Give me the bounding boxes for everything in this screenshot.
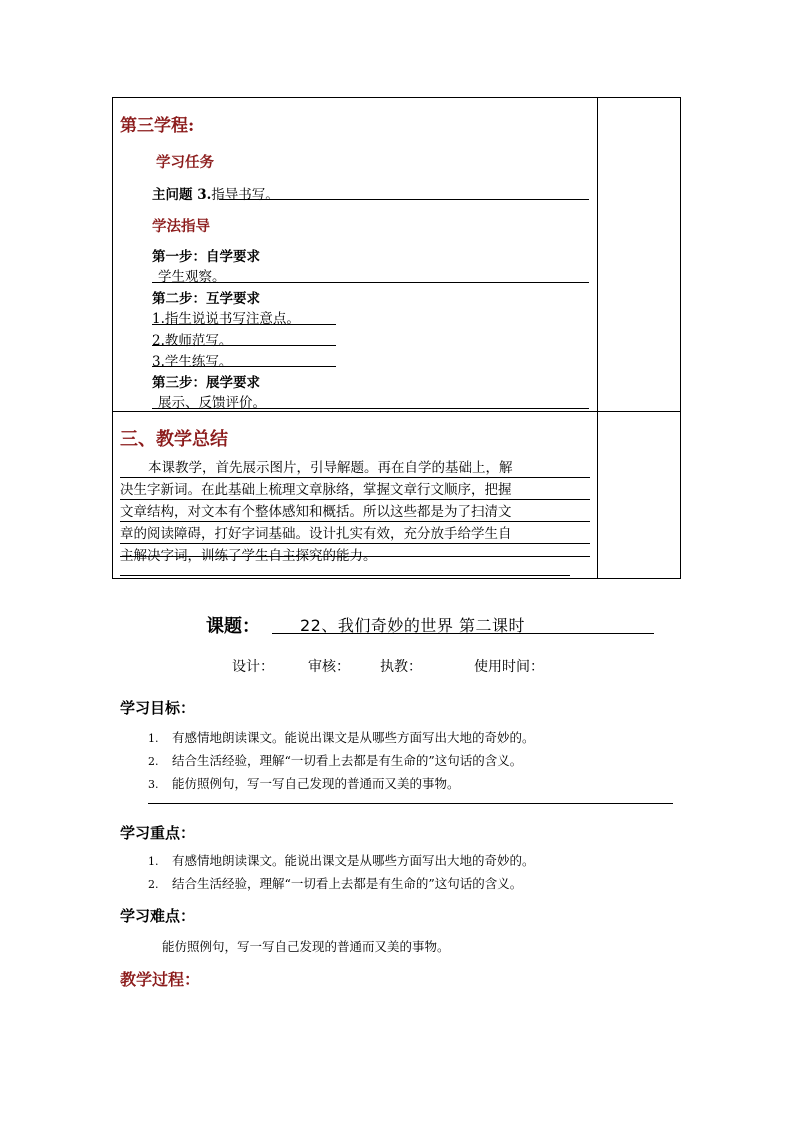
goals-heading: 学习目标： [120,699,196,717]
difficulty-heading: 学习难点： [120,907,196,925]
task-heading: 学习任务 [156,154,214,171]
summary-line-2: 决生字新词。在此基础上梳理文章脉络，掌握文章行文顺序，把握 [120,482,512,498]
underline [120,477,590,478]
list-item: 3. 能仿照例句，写一写自己发现的普通而又美的事物。 [148,776,460,791]
underline [152,282,589,283]
step2-item-2: 2.教师范写。 [152,333,233,349]
topic-underline [272,633,654,634]
step3-text: 展示、反馈评价。 [158,395,266,411]
table-column-divider [597,98,598,578]
goals-list [148,727,535,796]
summary-title: 三、教学总结 [120,429,228,450]
summary-line-1: 本课教学，首先展示图片，引导解题。再在自学的基础上，解 [148,460,513,476]
main-question-text: 指导书写。 [211,187,279,203]
step2-label: 第二步：互学要求 [152,291,260,307]
list-item: 1. 有感情地朗读课文。能说出课文是从哪些方面写出大地的奇妙的。 [148,730,535,745]
list-item: 1. 有感情地朗读课文。能说出课文是从哪些方面写出大地的奇妙的。 [148,853,535,868]
topic-text: 22、我们奇妙的世界 第二课时 [300,616,525,635]
step2-item-1: 1.指生说说书写注意点。 [152,311,300,327]
difficulty-text: 能仿照例句，写一写自己发现的普通而又美的事物。 [162,939,450,954]
underline [152,345,336,346]
step2-item-3: 3.学生练写。 [152,354,233,370]
step1-text: 学生观察。 [158,269,226,285]
underline [152,324,336,325]
table-row-divider [113,411,680,412]
underline [152,366,336,367]
meta-teach: 执教： [380,659,422,675]
step1-label: 第一步：自学要求 [152,249,260,265]
underline [120,499,590,500]
key-heading: 学习重点： [120,824,196,842]
stage3-title: 第三学程: [120,116,195,136]
meta-review: 审核： [308,659,350,675]
underline [120,575,570,576]
main-question-prefix: 主问题 3. [152,187,212,203]
step3-label: 第三步：展学要求 [152,375,260,391]
underline [152,408,589,409]
underline [120,556,590,557]
list-item: 2. 结合生活经验，理解“一切看上去都是有生命的”这句话的含义。 [148,876,523,891]
summary-line-4: 章的阅读障碍，打好字词基础。设计扎实有效，充分放手给学生自 [120,526,512,542]
summary-line-5: 主解决字词，训练了学生自主探究的能力。 [120,548,377,564]
main-question [152,183,279,203]
underline [120,521,590,522]
underline [120,543,590,544]
meta-time: 使用时间： [474,659,544,675]
meta-design: 设计： [232,659,274,675]
underline [219,199,589,200]
goals-underline [148,803,673,804]
process-heading: 教学过程： [120,970,201,989]
list-item: 2. 结合生活经验，理解“一切看上去都是有生命的”这句话的含义。 [148,753,523,768]
topic-label: 课题： [206,616,260,637]
key-list [148,850,535,896]
method-heading: 学法指导 [152,218,210,235]
summary-line-3: 文章结构，对文本有个整体感知和概括。所以这些都是为了扫清文 [120,504,512,520]
